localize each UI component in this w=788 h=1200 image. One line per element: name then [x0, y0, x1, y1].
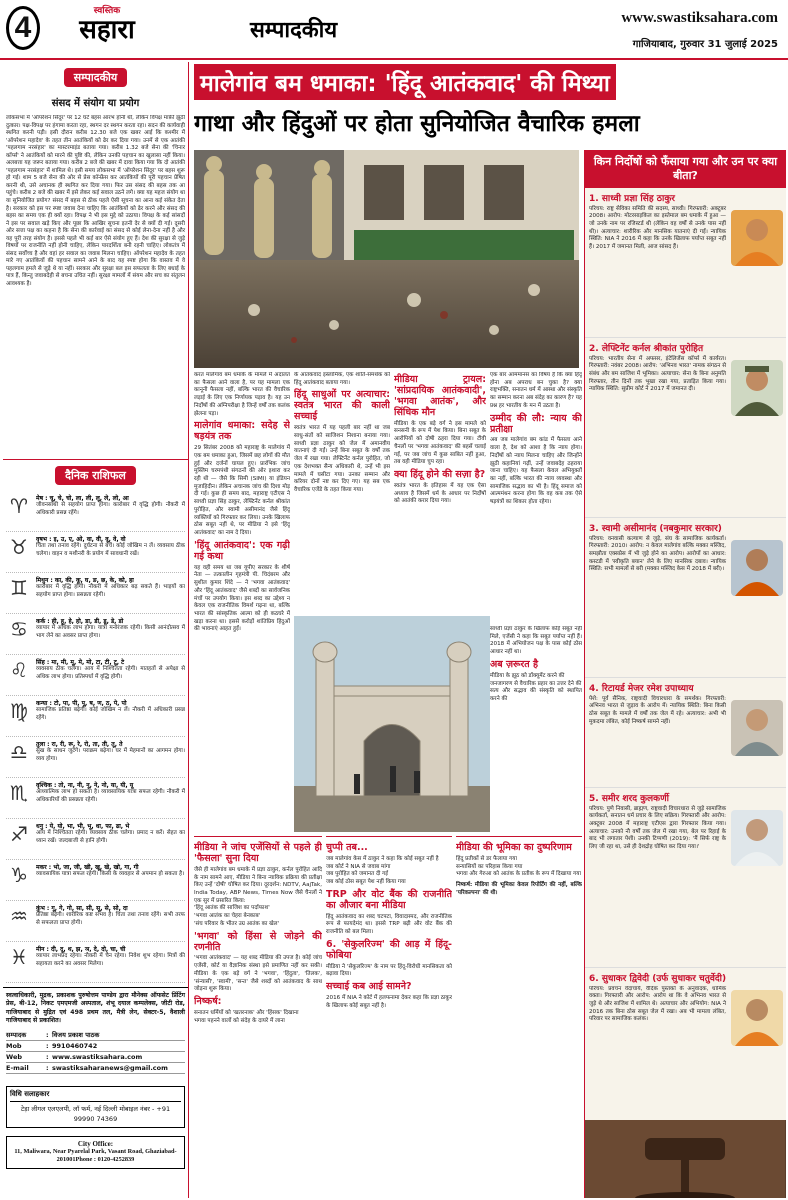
profile-card: [585, 518, 786, 678]
conclusion-item-1: सनातन धर्मियों को 'खतरनाक' और 'हिंसक' दिखाना: [194, 1009, 299, 1016]
zodiac-row: [6, 655, 185, 696]
article-col-2: [294, 372, 390, 612]
profile-title: 4. रिटायर्ड मेजर रमेश उपाध्याय: [589, 683, 694, 694]
profile-title: 3. स्वामी असीमानंद (नबकुमार सरकार): [589, 523, 722, 534]
zodiac-name: कर्क : ही, हू, हे, हो, डा, डी, डू, डे, डो: [36, 618, 124, 625]
zodiac-text: सुख के साधन जुटेंगे। पराक्रम बढ़ेगा। घर में मेहमानों का आगमन होगा। व्यय होगा।: [36, 748, 185, 762]
profile-title: 1. साध्वी प्रज्ञा सिंह ठाकुर: [589, 193, 675, 204]
col3-subheading: क्या हिंदू होने की सज़ा है?: [394, 469, 486, 480]
media-body: जैसे ही मालेगांव बम धमाके में प्रज्ञा ठाकुर, कर्नल पुरोहित आदि के नाम सामने आए, मीडिया ने बिना न्यायिक प्रक्रिया की प्रतीक्षा किए उन्हें 'दोषी' घोषित कर दिया। दूरदर्शन: NDTV, AajTak, India Today, ABP News, Times Now जैसे चैनलों ने एक सुर में प्रसारित किया:: [194, 866, 322, 904]
conclusion-subheading: निष्कर्ष:: [194, 996, 222, 1008]
sidebar: [584, 150, 786, 1198]
col3-box-body: मीडिया के एक बड़े वर्ग ने इस मामले को सनसनी के रूप में पेश किया। बिना सबूत के आरोपियों को दोषी ठहरा दिया गया। टीवी चैनलों पर 'भगवा आतंकवाद' की बहसें चलाई गईं, पर जब जांच में कुछ साबित नहीं हुआ, तब वही मीडिया चुप रहा।: [394, 420, 486, 466]
mob-value[interactable]: 9910460742: [52, 1042, 98, 1051]
zodiac-row: [6, 491, 185, 532]
zodiac-text: जीवनसाथी से सहयोग प्राप्त होगा। कारोबार में वृद्धि होगी। नौकरी में अधिकारी प्रसन्न रहेंगे।: [36, 502, 185, 516]
imprint: स्वत्वाधिकारी, मुद्रक, प्रकाशक पुरुषोत्तम पाण्डेय द्वारा मौनेक्स ऑफसेट प्रिंटिंग प्रेस, बी-12, निकट एमएमजी अस्पताल, शंभू दयाल कम्पलेक्स, जीटी रोड, गाजियाबाद से मुद्रित एवं 498 प्रथम तल, मैत्री लेन, सेक्टर-5, वैशाली गाजियाबाद से प्रकाशित।: [6, 992, 185, 1025]
capricorn-icon: ♑: [10, 863, 28, 887]
zodiac-text: आध्यात्मिक लाभ हो सकता है। व्यावसायिक यात्रा सफल रहेगी। नौकरी में अधिकारियों की प्रसन्नता रहेगी।: [36, 789, 185, 803]
headline-highlight: मालेगांव बम धमाका: 'हिंदू आतंकवाद' की मिथ्या: [194, 64, 616, 100]
dateline: गाजियाबाद, गुरुवार 31 जुलाई 2025: [632, 39, 778, 50]
taurus-icon: ♉: [10, 535, 28, 559]
profile-card: [585, 968, 786, 1199]
zodiac-row: [6, 573, 185, 614]
col4-subheading: उम्मीद की लौ: न्याय की प्रतीक्षा: [490, 412, 582, 435]
article-col-3: [394, 372, 486, 612]
zodiac-row: [6, 614, 185, 655]
tele-item-4: जब कोई ठोस सबूत पेश नहीं किया गया: [326, 879, 406, 886]
gemini-icon: ♊: [10, 576, 28, 600]
legal-title: विधि सलाहकार: [10, 1090, 181, 1102]
profile-photo: [731, 810, 783, 866]
left-column: [3, 62, 189, 1198]
email-value[interactable]: swastiksaharanews@gmail.com: [52, 1064, 168, 1073]
zodiac-text: आय में निश्चितता रहेगी। व्यवसाय ठीक चलेगा। प्रमाद न करें। सेहत का ध्यान रखें। जल्दबाजी से हानि होगी।: [36, 830, 185, 844]
website[interactable]: www.swastiksahara.com: [621, 10, 778, 26]
profile-body: पेशे: पूर्व सैनिक, राष्ट्रवादी विचारधारा के समर्थक। गिरफ्तारी: अभिनव भारत से जुड़ाव के आरोप में। न्यायिक स्थिति: बिना किसी ठोस सबूत के मामले में वर्षों तक जेल में रहे। अत्याचार: अभी भी मुकदमा लंबित, कोई निष्कर्ष सामने नहीं।: [589, 695, 726, 725]
zodiac-row: [6, 942, 185, 983]
zodiac-text: व्यावसायिक यात्रा सफल रहेगी। किसी के व्यवहार से अपमान हो सकता है।: [36, 871, 185, 877]
article-col-4-lower: [490, 626, 582, 832]
office-body: 11, Maliwara, Near Pyarelal Park, Vasant Road, Ghaziabad-201001Phone : 0120-4252839: [14, 1147, 177, 1164]
tele-column: [326, 836, 452, 1198]
horoscope-list: [3, 485, 188, 983]
profile-card: [585, 788, 786, 968]
violence-body: 'भगवा आतंकवाद' — यह शब्द मीडिया की उपज है। कोई जांच एजेंसी, कोर्ट या वैज्ञानिक संस्था इसे प्रमाणित नहीं कर सकी। मीडिया के एक बड़े वर्ग ने 'भगवा', 'हिंदुत्व', 'तिलक', 'संन्यासी', 'स्वामी', 'सन्त' जैसे शब्दों को आतंकवाद के साथ जोड़ना शुरू किया।: [194, 955, 322, 993]
profile-body: परिचय: पुणे निवासी, ब्राह्मण, राष्ट्रवादी विचारधारा से जुड़े सामाजिक कार्यकर्ता, सनातन धर्म प्रचार के लिए सक्रिय। गिरफ्तारी और आरोप: अक्टूबर 2008 में महाराष्ट्र एटीएस द्वारा गिरफ्तार किया गया। अत्याचार: उनको नौ वर्षों तक जेल में रखा गया, बेल पर रिहाई के बाद भी लगातार पेशी। उनकी टिप्पणी (2019): 'मैं सिर्फ राष्ट्र के लिए जी रहा था, उसे ही देशद्रोह घोषित कर दिया गया।': [589, 805, 726, 851]
zodiac-row: [6, 860, 185, 901]
email-label: E-mail: [6, 1064, 29, 1073]
monument-image: [294, 616, 490, 832]
tele-item-1: जब मालेगांव केस में ठाकुर ने कहा कि कोई सबूत नहीं है: [326, 855, 439, 862]
office-box: [6, 1136, 185, 1169]
media-role-item-2: सन्यासियों का परिहास किया गया: [456, 863, 523, 870]
profile-body: परिचय: वनवासी कल्याण से जुड़े, संघ के सामाजिक कार्यकर्ता। गिरफ्तारी: 2010। आरोप: न केवल मालेगांव बल्कि मक्का मस्जिद, समझौता एक्सप्रेस में भी जुड़े होने का आरोप। आरोपों का आधार: कस्टडी में 'स्वीकृति बयान' लेने के लिए मानसिक दबाव। न्यायिक स्थिति: सभी मामलों से बरी (मक्का मस्जिद केस में 2018 में बरी)।: [589, 535, 726, 573]
trp-body: हिंदू आतंकवाद का शब्द चटपटा, विवादास्पद, और राजनीतिक रूप से फायदेमंद था। इससे TRP बढ़ी और वोट बैंक की राजनीति को बल मिला।: [326, 913, 452, 936]
truth-subheading: सच्चाई कब आई सामने?: [326, 981, 412, 993]
blast-scene-image: [194, 150, 579, 368]
further-heading: अब ज़रूरत है: [490, 658, 539, 670]
contact-table: सम्पादक : विजय प्रकाश पाठक Mob : 9910460742 Web : www.swastiksahara.com E-mail : swastiksaharanews@gmail.com: [6, 1029, 185, 1074]
aquarius-icon: ♒: [10, 904, 28, 928]
right-body: साध्वी प्रज्ञा ठाकुर के खिलाफ कोई सबूत नहीं मिले, एजेंसी ने कहा कि सबूत पर्याप्त नहीं हैं। 2018 में अभियोजन पक्ष के पास कोई ठोस आधार नहीं था।: [490, 626, 582, 656]
col2-body: स्वतंत्र भारत में यह पहली बार नहीं था जब साधु-संतों को साजिशन निशाना बनाया गया। साध्वी प्रज्ञा ठाकुर को जेल में अमानवीय यातनाएं दी गईं। उन्हें बिना सबूत के वर्षों तक जेल में रखा गया। लेफ्टिनेंट कर्नल पुरोहित, जो एक देशभक्त सैन्य अधिकारी थे, उन्हें भी इस मामले में घसीटा गया। उनका सम्मान और करियर दोनों नष्ट कर दिए गए। यह सब एक वैचारिक एजेंडे के तहत किया गया।: [294, 425, 390, 493]
conclusion-item-2: भगवा पहनने वालों को संदेह के दायरे में लाना: [194, 1017, 285, 1024]
zodiac-name: मिथुन : का, की, कू, घ, ङ, छ, के, को, हा: [36, 577, 134, 584]
office-title: City Office:: [77, 1139, 114, 1148]
media-quote-1: 'हिंदू आतंक की साजिश का पर्दाफाश': [194, 905, 270, 912]
media-role-column: [456, 836, 582, 1198]
brand-small: स्वस्तिक: [93, 6, 121, 16]
zodiac-text: सामाजिक प्रतिष्ठा बढ़ेगी। कोई जोखिम न लें। नौकरी में अधिकारी प्रसन्न रहेंगे।: [36, 707, 185, 721]
zodiac-name: कुंभ : गू, गे, गो, सा, सी, सू, से, सो, दा: [36, 905, 128, 912]
profile-photo: [731, 990, 783, 1046]
zodiac-text: व्यापार में अधिक लाभ होगा। यात्रा मनोरंजक रहेगी। किसी आनंदोत्सव में भाग लेने का अवसर प्राप्त होगा।: [36, 625, 185, 639]
col4-body-2: अब जब मालेगांव बम कांड में फैसला आने वाला है, देश को आशा है कि न्याय होगा। निर्दोषों को न्याय मिलना चाहिए और जिन्होंने झूठी कहानियां गढ़ीं, उन्हें जवाबदेह ठहराया जाना चाहिए। यह फैसला केवल अभियुक्तों का नहीं, बल्कि भारत की न्याय व्यवस्था और सामाजिक सद्भाव का भी है। हिंदू समाज को आत्ममंथन करना होगा कि वह कब तक ऐसे षड़यंत्रों का शिकार होता रहेगा।: [490, 437, 582, 506]
tele-item-3: जब पुरोहित को जमानत दी गई: [326, 871, 389, 878]
col4-body: एक बार आममानस का विषय है कि क्या हिंदू होना अब अपराध बन चुका है? क्या राष्ट्रभक्ति, सनातन धर्म में आस्था और संस्कृति का सम्मान करना अब संदेह का कारण है? यह प्रश्न हर भारतीय के मन में उठता है।: [490, 372, 582, 409]
zodiac-row: [6, 819, 185, 860]
gavel-image: [585, 1120, 786, 1199]
aries-icon: ♈: [10, 494, 28, 518]
media-column: [194, 836, 322, 1198]
horoscope-pill: दैनिक राशिफल: [55, 466, 136, 485]
zodiac-row: [6, 901, 185, 942]
sagittarius-icon: ♐: [10, 822, 28, 846]
col1-intro: करत मालेगांव बम धमाके के मामले में अदालत का फैसला आने वाला है, पर यह मामला एक कानूनी फैसला नहीं, बल्कि भारत की वैचारिक लड़ाई के लिए एक निर्णायक पड़ाव है। यह उन निर्दोषों की अग्निपरीक्षा है जिन्हें वर्षों तक कलंक झेलना पड़ा।: [194, 372, 290, 417]
zodiac-text: व्यापार लाभप्रद रहेगा। नौकरी में चैन रहेगा। निवेश शुभ रहेगा। मित्रों की सहायता करने का अवसर मिलेगा।: [36, 953, 185, 967]
cancer-icon: ♋: [10, 617, 28, 641]
media-role-subheading: मीडिया की भूमिका का दुष्परिणाम: [456, 842, 572, 853]
secularism-subheading: 6. 'सेकुलरिज्म' की आड़ में हिंदू-फोबिया: [326, 938, 452, 961]
col1-body: 29 सितंबर 2008 को महाराष्ट्र के मालेगांव में एक बम धमाका हुआ, जिसमें छह लोगों की मौत हुई और दर्जनों घायल हुए। प्रारंभिक जांच मुस्लिम चरमपंथी संगठनों की ओर इशारा कर रही थी — जैसे कि सिमी (SIMI) या इंडियन मुजाहिदीन। लेकिन अचानक जांच की दिशा मोड़ दी गई। कुछ ही समय बाद, महाराष्ट्र एटीएस ने साध्वी प्रज्ञा सिंह ठाकुर, लेफ्टिनेंट कर्नल श्रीकांत पुरोहित, और स्वामी असीमानंद जैसे हिंदू व्यक्तियों को गिरफ्तार कर लिया। उनके खिलाफ ठोस सबूत नहीं थे, पर मीडिया ने इसे 'हिंदू आतंकवाद' का नाम दे दिया।: [194, 445, 290, 537]
zodiac-row: [6, 778, 185, 819]
media-subheading: मीडिया ने जांच एजेंसियों से पहले ही 'फैसला' सुना दिया: [194, 842, 322, 864]
profile-title: 2. लेफ्टिनेंट कर्नल श्रीकांत पुरोहित: [589, 343, 704, 354]
tele-subheading: चुप्पी तब...: [326, 842, 368, 853]
editorial-pill: सम्पादकीय: [64, 68, 128, 87]
scorpio-icon: ♏: [10, 781, 28, 805]
article-col-4: [490, 372, 582, 622]
zodiac-name: धनु : ये, यो, भा, भी, भू, धा, फा, ढा, भे: [36, 823, 130, 830]
editor-label: सम्पादक: [6, 1031, 27, 1040]
zodiac-name: मीन : दी, दू, थ, झ, ञ, दे, दो, चा, ची: [36, 946, 126, 953]
further-item-2: जनजागरण से वैचारिक प्रहार का उत्तर देने की: [490, 680, 582, 687]
zodiac-name: वृश्चिक : तो, ना, नी, नू, ने, नो, या, यी, यू: [36, 782, 134, 789]
zodiac-name: कन्या : टो, पा, पी, पू, ष, ण, ठ, पे, पो: [36, 700, 127, 707]
monument-photo: [294, 616, 490, 832]
further-item-3: सत्य और सद्भाव की संस्कृति को स्थापित करने की: [490, 688, 582, 702]
media-note: निष्कर्ष: मीडिया की भूमिका केवल रिपोर्टिंग की नहीं, बल्कि 'परिकल्पना' की थी।: [456, 882, 582, 896]
trp-subheading: TRP और वोट बैंक की राजनीति का औजार बना मीडिया: [326, 888, 452, 911]
profile-body: परिचय: भारतीय सेना में अफसर, इंटेलिजेंस कॉर्प्स में कार्यरत। गिरफ्तारी: नवंबर 2008। आरोप: 'अभिनव भारत' नामक संगठन से संबंध और बम साजिश में भूमिका। अत्याचार: सेना के बिना अनुमति गिरफ्तार, तीन दिनों तक भूखा रखा गया, प्रताड़ित किया गया। न्यायिक स्थिति: सुप्रीम कोर्ट ने 2017 में जमानत दी।: [589, 355, 726, 393]
masthead: [0, 0, 788, 60]
zodiac-name: मकर : भो, जा, जी, खी, खू, खे, खो, गा, गी: [36, 864, 139, 871]
profile-photo: [731, 360, 783, 416]
zodiac-row: [6, 532, 185, 573]
mob-label: Mob: [6, 1042, 22, 1051]
zodiac-text: चिंता तथा तनाव रहेंगे। दुर्घटना से बचें। कोई जोखिम न लें। व्यवसाय ठीक चलेगा। वाहन व मशीनरी के प्रयोग में सावधानी रखें।: [36, 543, 185, 557]
gavel-icon: [585, 1120, 785, 1199]
zodiac-row: [6, 696, 185, 737]
sidebar-title: किन निर्दोषों को फँसाया गया और उन पर क्या बीता?: [585, 150, 786, 188]
blast-site-photo: [194, 150, 579, 368]
media-quote-3: 'संघ परिवार के भीतर उग्र आतंक का खेल': [194, 920, 280, 927]
page-number: 4: [6, 6, 40, 50]
profile-card: [585, 338, 786, 518]
leo-icon: ♌: [10, 658, 28, 682]
profile-card: [585, 678, 786, 788]
virgo-icon: ♍: [10, 699, 28, 723]
media-role-item-3: भगवा और गेरुआ को आतंक के प्रतीक के रूप में दिखाया गया: [456, 871, 581, 878]
secularism-body: मीडिया ने 'सेकुलरिज्म' के नाम पर हिंदू-विरोधी मानसिकता को बढ़ावा दिया।: [326, 963, 452, 978]
brand-logo: सहारा: [79, 15, 135, 45]
col2-subheading: हिंदू साधुओं पर अत्याचार: स्वतंत्र भारत की काली सच्चाई: [294, 389, 390, 423]
zodiac-name: तुला : रा, री, रू, रे, रो, ता, ती, तू, ते: [36, 741, 123, 748]
profile-title: 5. समीर शरद कुलकर्णी: [589, 793, 669, 804]
zodiac-name: मेष : चू, चे, चो, ला, ली, लू, ले, लो, आ: [36, 495, 129, 502]
col1-subheading-2: 'हिंदू आतंकवाद': एक गढ़ी गई कथा: [194, 539, 290, 562]
headline-line2: गाथा और हिंदुओं पर होता सुनियोजित वैचारिक हमला: [194, 111, 640, 137]
profile-photo: [731, 210, 783, 266]
truth-body: 2016 में NIA ने कोर्ट में हलफनामा देकर कहा कि प्रज्ञा ठाकुर के खिलाफ कोई सबूत नहीं है।: [326, 995, 452, 1009]
further-item-1: मीडिया के झूठ को डॉक्यूमेंट करने की: [490, 672, 565, 679]
tele-item-2: जब कोर्ट ने NIA से जवाब मांगा: [326, 863, 391, 870]
col2-intro: के आतंकवाद इस्लामिक, एक शांति-समर्थक को हिंदू आतंकवाद बताया गया।: [294, 372, 390, 386]
legal-box: [6, 1086, 185, 1127]
zodiac-row: [6, 737, 185, 778]
legal-body: टेड़ा लीगल एलएलपी, लॉ फर्म, नई दिल्ली मोबाइल नंबर - +91 99990 74369: [20, 1105, 171, 1123]
col3-body: स्वतंत्र भारत के इतिहास में यह एक ऐसा अध्याय है जिसमें धर्म के आधार पर निर्दोषों को आतंकी करार दिया गया।: [394, 482, 486, 505]
zodiac-text: प्रतिष्ठा बढ़ेगी। शारीरिक कष्ट संभव है। चिंता तथा तनाव रहेंगे। सभी तरफ से सफलता प्राप्त होगी।: [36, 912, 185, 926]
col1-subheading: मालेगांव धमाका: सदेह से षड़यंत्र तक: [194, 420, 290, 443]
editorial-title: संसद में संयोग या प्रयोग: [51, 98, 140, 109]
zodiac-text: व्यवसाय ठीक चलेगा। आय में निश्चितता रहेगी। मातहतों से अपेक्षा से अधिक लाभ होगा। प्रतिस्पर्धा में वृद्धि होगी।: [36, 666, 185, 680]
media-role-item-1: हिंदू प्रतीकों से डर फैलाया गया: [456, 855, 517, 862]
media-quote-2: 'भगवा आतंक का चेहरा बेनकाब': [194, 913, 261, 920]
libra-icon: ♎: [10, 740, 28, 764]
profile-title: 6. सुधाकर द्विवेदी (उर्फ सुधाकर चतुर्वेदी): [589, 973, 727, 984]
col3-box-title: मीडिया ट्रायल: 'सांप्रदायिक आतंकवादी', 'भगवा आतंक', और सिंधिक मौन: [394, 374, 486, 418]
section-title: सम्पादकीय: [250, 18, 338, 43]
profile-photo: [731, 700, 783, 756]
zodiac-name: सिंह : मा, मी, मू, मे, मो, टा, टी, टू, टे: [36, 659, 125, 666]
editor-name: विजय प्रकाश पाठक: [52, 1031, 100, 1040]
profile-card: [585, 188, 786, 338]
web-value[interactable]: www.swastiksahara.com: [52, 1053, 143, 1062]
profile-body: परिचय: प्रवचन वेदाचार्य, वैदिक पुस्तकों के अनुवादक, धार्मिक वक्ता। गिरफ्तारी और आरोप: आरोप था कि वे अभिनव भारत से जुड़े थे और साजिश में शामिल थे। अत्याचार और अभियोग: NIA ने 2016 तक बिना ठोस सबूत जेल में रखा। अब भी मामला लंबित, परिवार पर सामाजिक कलंक।: [589, 985, 726, 1023]
headline: [194, 62, 784, 146]
editorial-body: लोकसभा में 'ऑपरेशन सिंदूर' पर 12 घंटे बहस आरंभ होनी थी, लेकिन विपक्ष माफ़ी झूठी दुत्कार। पक्ष-विपक्ष पर हंगामा करता रहा, स्थगन दर स्थगन करता रहा। सदन की कार्यवाही स्थगित करनी पड़ी। इसी दौरान करीब 12.30 बजे एक खबर आई कि कश्मीर में 'ऑपरेशन महादेव' के तहत तीन आतंकियों को ढेर कर दिया गया। उनमें से एक आतंकी 'पहलगाम नरसंहार' का मास्टरमाइंड बताया गया। करीब 1.32 बजे सेना की 'चिनार कॉर्प्स' ने आतंकियों को मारने की पुष्टि की, लेकिन उनकी पहचान का खुलासा नहीं किया। अलबत्ता यह जरूर बताया गया। करीब 2 बजे की खबर में दावा किया गया कि दो आतंकी 'पहलगाम नरसंहार' में शामिल थे। इसी समय लोकसभा में 'ऑपरेशन सिंदूर' पर बहस शुरू हो गई। शाम 5 बजे सेना की ओर से प्रेस कॉन्फ्रेंस कर आतंकियों की पूरी पहचान प्रेषित करनी थी, उसे अचानक ही स्थगित कर दिया गया। फिर उस संसद की बहस तक आ पहुंचे। करीब 2 बजे की खबर में इसे लेकर कई सवाल उठने लगे। क्या यह महज संयोग था या सुनियोजित प्रयोग? संसद में बहस से ठीक पहले ऐसी सूचना का आना कई संकेत देता है। सरकार को इस पर स्पष्ट जवाब देना चाहिए कि आतंकियों को ढेर करने और संसद की बहस का समय एक ही क्यों रहा। विपक्ष ने भी इस मुद्दे को उठाया। विपक्ष के कई सांसदों ने इस पर सवाल खड़े किए और पूछा कि आखिर सूचना इतनी देर से क्यों दी गई। दूसरी ओर सत्ता पक्ष का कहना है कि सेना की कार्रवाई का संसद से कोई लेना-देना नहीं है और यह पूरी तरह संयोग है। इससे पहले भी कई बार ऐसे संयोग हुए हैं। देश की सुरक्षा से जुड़े विषयों पर राजनीति नहीं होनी चाहिए, लेकिन पारदर्शिता बनी रहनी चाहिए। लोकतंत्र में संसद सर्वोच्च है और वहां हर सवाल का जवाब मिलना चाहिए। ऑपरेशन महादेव के तहत मारे गए आतंकियों की पहचान सामने आने के बाद यह स्पष्ट होगा कि वास्तव में वे पहलगाम हमले से जुड़े थे या नहीं। सरकार और सुरक्षा बल इस सफलता के लिए बधाई के पात्र हैं, किन्तु जवाबदेही से बचना उचित नहीं। सुरक्षा मामलों में संयम और सच का संतुलन आवश्यक है।: [6, 115, 185, 288]
profile-body: परिचय: राष्ट्र सेविका समिति की सदस्य, साध्वी। गिरफ्तारी: अक्टूबर 2008। आरोप: मोटरसाइकिल का इस्तेमाल बम धमाके में हुआ — जो उनके नाम पर रजिस्टर्ड थी (लेकिन वह वर्षों से उनके पास नहीं थी)। अत्याचार: शारीरिक और मानसिक यातनाएं दी गईं। न्यायिक स्थिति: NIA ने 2016 में कहा कि उनके खिलाफ पर्याप्त सबूत नहीं हैं। 2017 में जमानत मिली, आज सांसद हैं।: [589, 205, 726, 251]
profile-photo: [731, 540, 783, 596]
col1-body-2: यह वही समय था जब यूपीए सरकार के शीर्ष नेता — तत्कालीन गृहमंत्री पी. चिदंबरम और सुशील कुमार शिंदे — ने 'भगवा आतंकवाद' और 'हिंदू आतंकवाद' जैसे शब्दों का सार्वजनिक मंचों पर उपयोग किया। इस शब्द का उद्देश्य न केवल एक राजनीतिक विमर्श गढ़ना था, बल्कि भारत की सांस्कृतिक आत्मा को ही कठघरे में खड़ा करना था। इससे करोड़ों शांतिप्रिय हिंदुओं की भावनाएं आहत हुईं।: [194, 564, 290, 633]
zodiac-text: कारोबार में वृद्धि होगी। नौकरी में अधिकार बढ़ सकते हैं। भाइयों का सहयोग प्राप्त होगा। प्रसन्नता रहेगी।: [36, 584, 185, 598]
pisces-icon: ♓: [10, 945, 28, 969]
web-label: Web: [6, 1053, 22, 1062]
violence-subheading: 'भगवा' को हिंसा से जोड़ने की रणनीति: [194, 930, 322, 953]
article-col-1: [194, 372, 290, 832]
zodiac-name: वृषभ : इ, उ, ए, ओ, वा, वी, वू, वे, वो: [36, 536, 126, 543]
